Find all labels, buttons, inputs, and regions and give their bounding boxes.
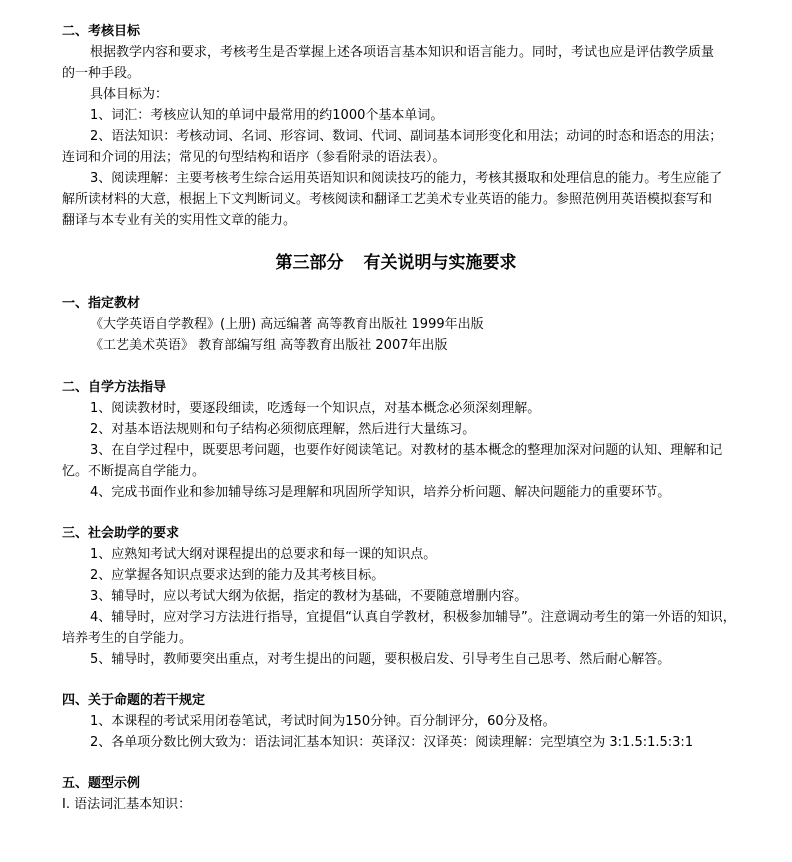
list-item: 2、对基本语法规则和句子结构必须彻底理解，然后进行大量练习。 — [90, 422, 476, 437]
list-item: 1、本课程的考试采用闭卷笔试，考试时间为150分钟。百分制评分，60分及格。 — [90, 714, 556, 729]
goals-label: 具体目标为： — [90, 87, 169, 102]
list-item: 1、应熟知考试大纲对课程提出的总要求和每一课的知识点。 — [90, 547, 437, 562]
list-item: 4、辅导时，应对学习方法进行指导，宜提倡“认真自学教材，积极参加辅导”。注意调动考生的第一外语的知识， — [90, 610, 736, 625]
list-item: 2、应掌握各知识点要求达到的能力及其考核目标。 — [90, 568, 385, 583]
paragraph-line: 的一种手段。 — [62, 66, 141, 81]
list-item: 3、在自学过程中，既要思考问题，也要作好阅读笔记。对教材的基本概念的整理加深对问题的认知、理解和记 — [90, 443, 723, 458]
section-heading-study-method: 二、自学方法指导 — [62, 380, 167, 395]
list-item: 4、完成书面作业和参加辅导练习是理解和巩固所学知识，培养分析问题、解决问题能力的重要环节。 — [90, 485, 671, 500]
list-item: I. 语法词汇基本知识： — [62, 797, 192, 812]
list-item-continuation: 忆。不断提高自学能力。 — [62, 464, 206, 479]
list-item: 3、阅读理解：主要考核考生综合运用英语知识和阅读技巧的能力，考核其摄取和处理信息的能力。考生应能了 — [90, 171, 723, 186]
textbook-item: 《大学英语自学教程》(上册) 高远编著 高等教育出版社 1999年出版 — [90, 317, 484, 332]
list-item: 2、各单项分数比例大致为：语法词汇基本知识：英译汉：汉译英：阅读理解：完型填空为 3:1.5:1.5:3:1 — [90, 735, 694, 750]
section-heading-textbook: 一、指定教材 — [62, 296, 141, 311]
section-heading-exam-rules: 四、关于命题的若干规定 — [62, 693, 206, 708]
section-heading-exam-goals: 二、考核目标 — [62, 24, 141, 39]
list-item-continuation: 翻译与本专业有关的实用性文章的能力。 — [62, 213, 297, 228]
list-item-continuation: 解所读材料的大意，根据上下文判断词义。考核阅读和翻译工艺美术专业英语的能力。参照范例用英语模拟套写和 — [62, 192, 713, 207]
list-item-continuation: 连词和介词的用法；常见的句型结构和语序（参看附录的语法表）。 — [62, 150, 446, 165]
part-number: 第三部分 — [275, 253, 344, 273]
list-item: 3、辅导时，应以考试大纲为依据，指定的教材为基础，不要随意增删内容。 — [90, 589, 528, 604]
section-heading-social-aid: 三、社会助学的要求 — [62, 526, 180, 541]
list-item: 1、阅读教材时，要逐段细读，吃透每一个知识点，对基本概念必须深刻理解。 — [90, 401, 541, 416]
section-heading-question-types: 五、题型示例 — [62, 776, 141, 791]
paragraph-line: 根据教学内容和要求，考核考生是否掌握上述各项语言基本知识和语言能力。同时，考试也应是评估教学质量 — [90, 45, 715, 60]
part-title — [0, 251, 792, 275]
list-item: 1、词汇：考核应认知的单词中最常用的约1000个基本单词。 — [90, 108, 444, 123]
list-item: 2、语法知识：考核动词、名词、形容词、数词、代词、副词基本词形变化和用法；动词的时态和语态的用法； — [90, 129, 723, 144]
textbook-item: 《工艺美术英语》 教育部编写组 高等教育出版社 2007年出版 — [90, 338, 448, 353]
list-item: 5、辅导时，教师要突出重点，对考生提出的问题，要积极启发、引导考生自己思考、然后耐心解答。 — [90, 652, 671, 667]
list-item-continuation: 培养考生的自学能力。 — [62, 631, 193, 646]
part-name: 有关说明与实施要求 — [363, 253, 517, 273]
